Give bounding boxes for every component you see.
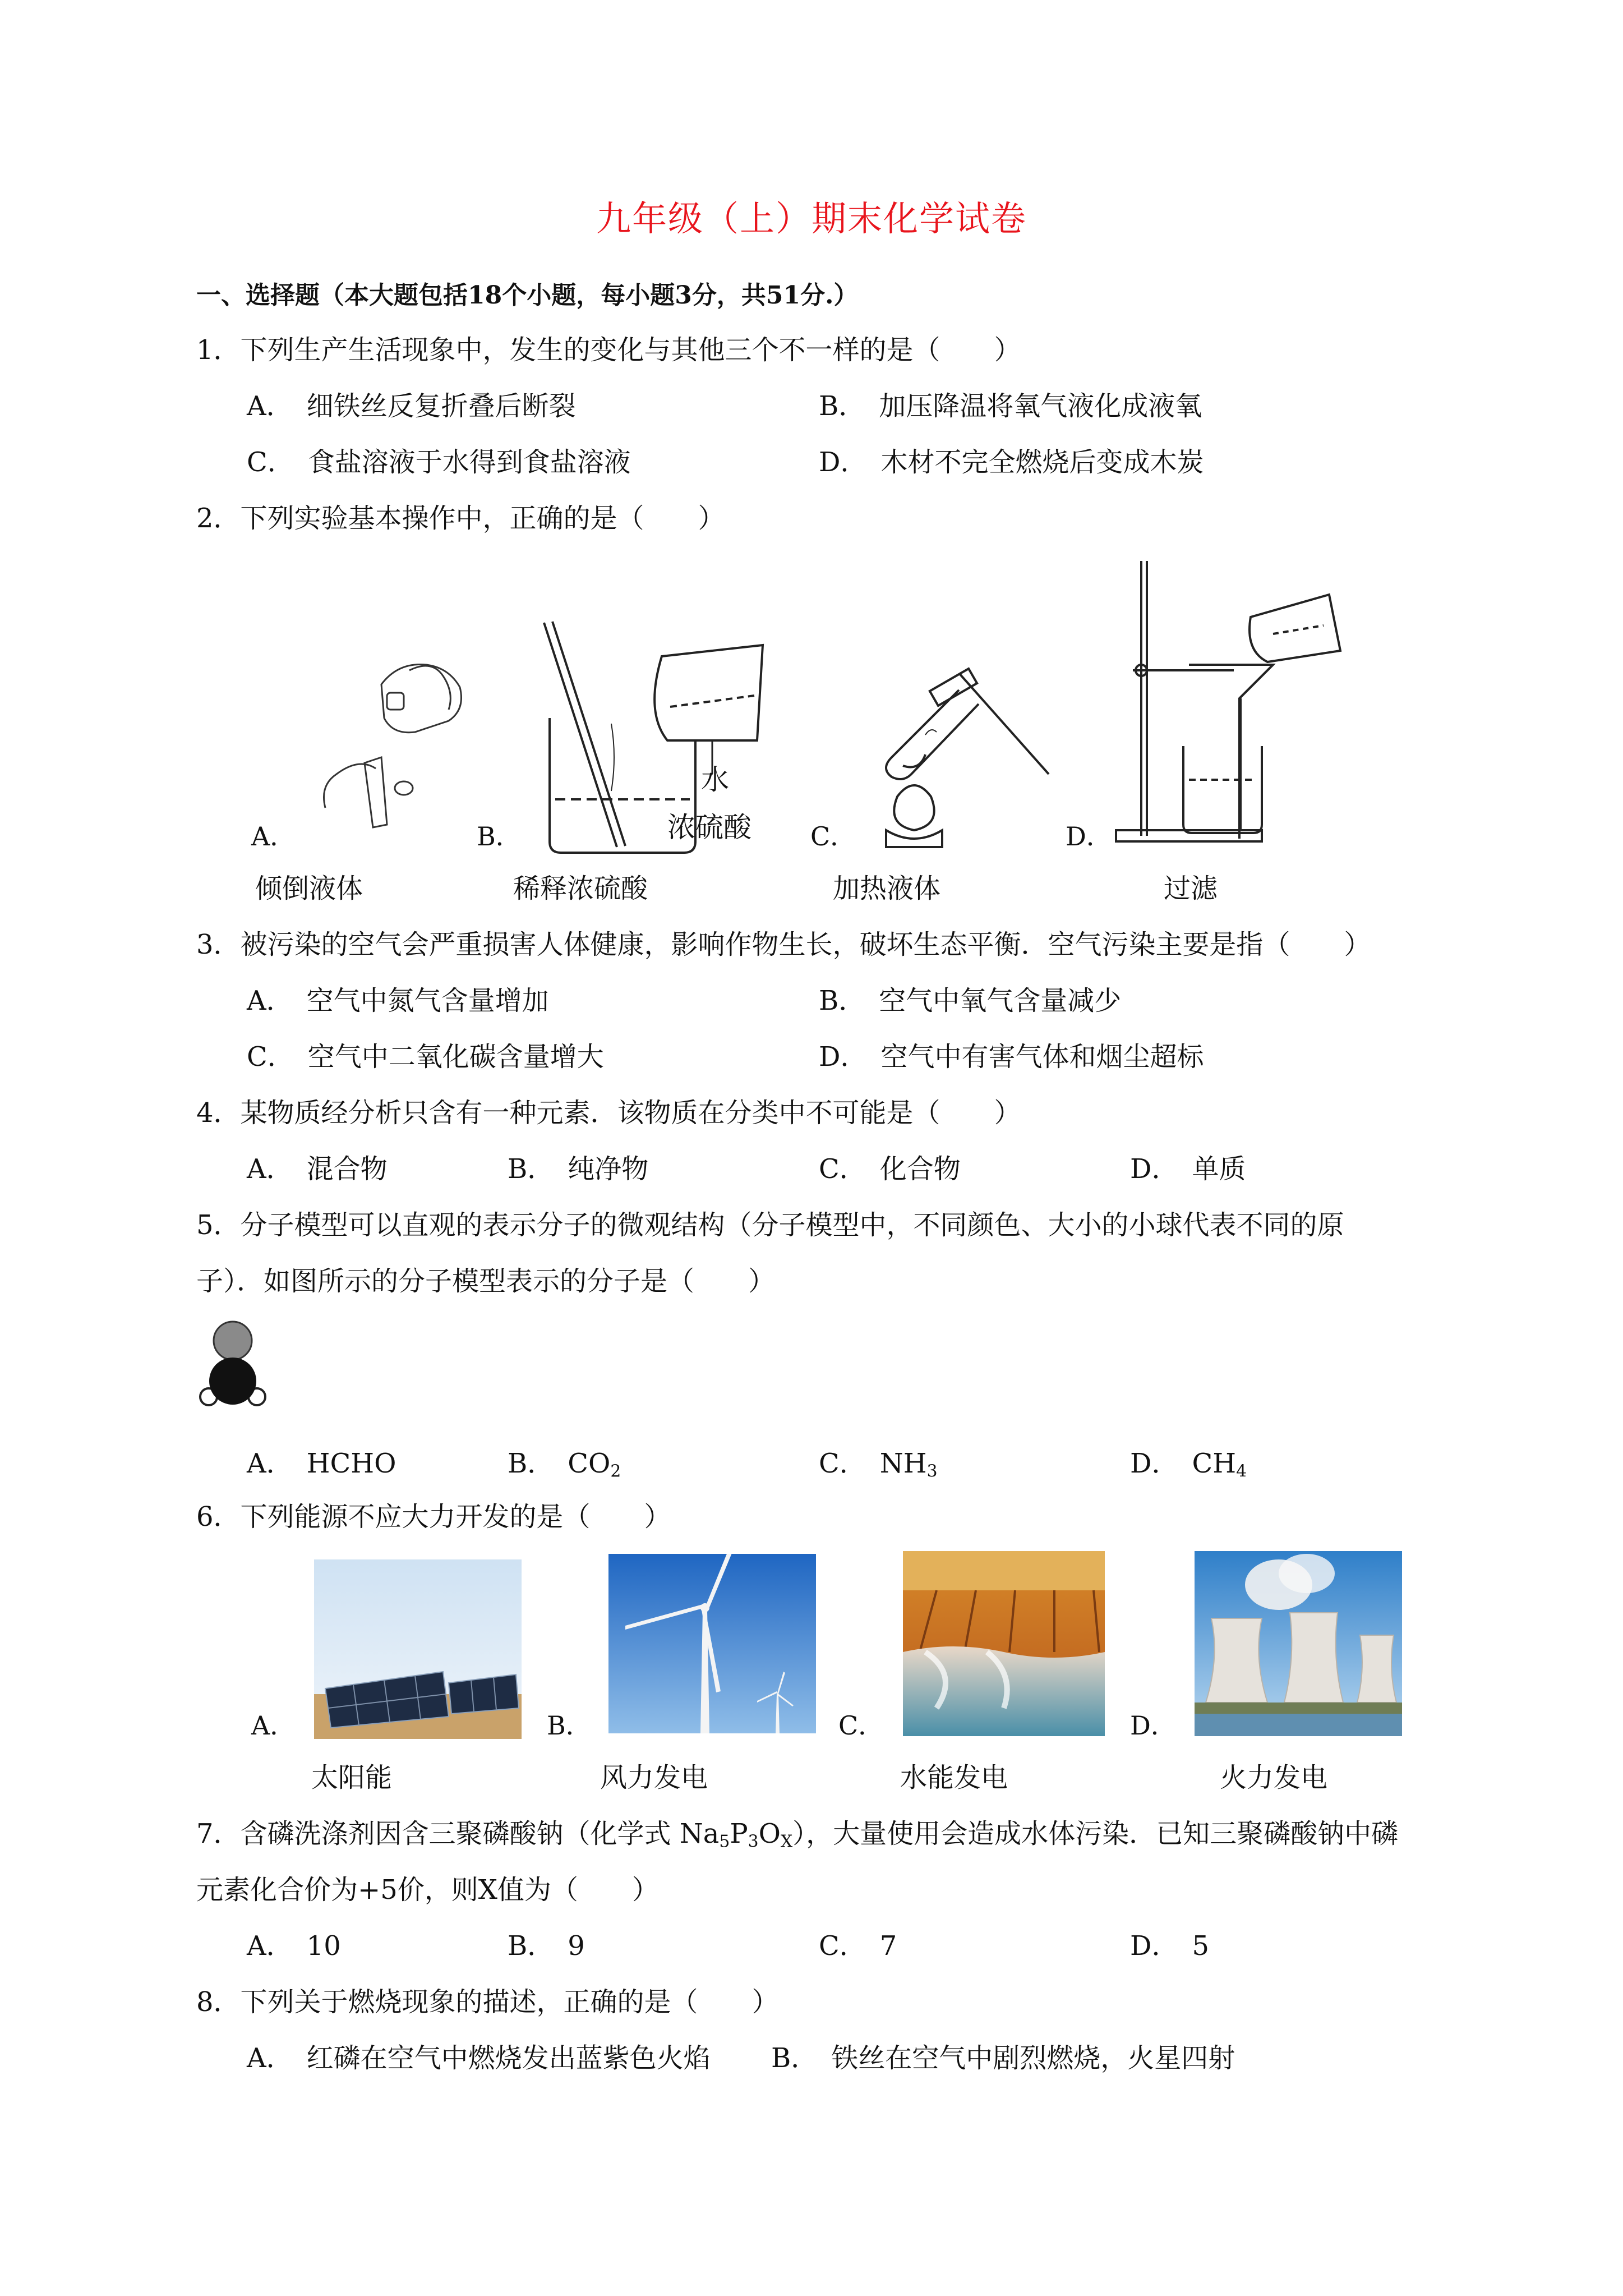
thermal-power-image [1195,1551,1402,1736]
question-8-stem: 8．下列关于燃烧现象的描述，正确的是（ ） [196,1986,779,2018]
question-2-stem: 2．下列实验基本操作中，正确的是（ ） [196,503,725,534]
question-5-option-b: B． $CO_2$ [508,1448,621,1481]
question-5-option-d: D． $CH_4$ [1130,1448,1247,1481]
question-5-stem-line-1: 5．分子模型可以直观的表示分子的微观结构（分子模型中，不同颜色、大小的小球代表不同的原 [196,1209,1344,1241]
question-7-option-c: C． 7 [819,1930,897,1962]
question-5-option-c: C． $NH_3$ [819,1448,938,1481]
hydropower-image [903,1551,1105,1736]
question-2-letter-b: B． [477,821,522,852]
solar-panel-image [314,1559,522,1739]
concentrated-acid-label: 浓硫酸 [667,811,751,844]
section-heading: 一、选择题（本大题包括18个小题，每小题3分，共51分.） [196,281,859,310]
question-7-option-a: A． 10 [247,1930,341,1962]
exam-title: 九年级（上）期末化学试卷 [596,198,1027,239]
question-3-option-d: D． 空气中有害气体和烟尘超标 [819,1041,1204,1073]
question-2-letter-c: C． [810,821,856,852]
question-5-option-a: A． HCHO [247,1448,396,1479]
question-5-stem-line-2: 子）．如图所示的分子模型表示的分子是（ ） [196,1266,776,1297]
question-3-option-a: A． 空气中氮气含量增加 [247,985,549,1016]
question-1-option-d: D． 木材不完全燃烧后变成木炭 [819,447,1204,478]
question-6-letter-c: C． [838,1710,884,1741]
question-8-option-b: B． 铁丝在空气中剧烈燃烧，火星四射 [771,2042,1235,2074]
question-3-option-c: C． 空气中二氧化碳含量增大 [247,1041,604,1073]
question-7-option-d: D． 5 [1130,1930,1210,1962]
question-6-caption-c: 水能发电 [900,1762,1008,1793]
question-6-letter-d: D． [1130,1710,1177,1741]
question-6-letter-b: B． [547,1710,592,1741]
question-1-stem: 1．下列生产生活现象中，发生的变化与其他三个不一样的是（ ） [196,334,1021,366]
question-2-caption-b: 稀释浓硫酸 [513,873,648,904]
question-2-caption-a: 倾倒液体 [255,873,363,904]
question-1-option-a: A． 细铁丝反复折叠后断裂 [247,390,576,422]
question-2-letter-d: D． [1066,821,1112,852]
wind-turbine-image [608,1554,816,1733]
question-8-option-a: A． 红磷在空气中燃烧发出蓝紫色火焰 [247,2042,711,2074]
question-6-caption-d: 火力发电 [1220,1762,1328,1793]
question-7-stem-line-2: 元素化合价为+5价，则X值为（ ） [196,1874,659,1906]
question-2-caption-c: 加热液体 [833,873,941,904]
question-6-caption-b: 风力发电 [600,1762,708,1793]
molecule-model-figure [196,1318,269,1414]
filtration-figure [1110,550,1357,853]
water-label: 水 [701,763,729,796]
question-4-option-a: A． 混合物 [247,1153,388,1185]
question-6-letter-a: A． [251,1710,296,1741]
question-1-option-b: B． 加压降温将氧气液化成液氧 [819,390,1202,422]
heating-liquid-figure [858,668,1066,853]
question-7-option-b: B． 9 [508,1930,585,1962]
question-6-stem: 6．下列能源不应大力开发的是（ ） [196,1501,671,1533]
question-4-option-b: B． 纯净物 [508,1153,649,1185]
pouring-liquid-figure [303,639,482,853]
question-3-stem: 3．被污染的空气会严重损害人体健康，影响作物生长，破坏生态平衡．空气污染主要是指（ ） [196,929,1371,960]
question-6-caption-a: 太阳能 [311,1762,393,1793]
question-4-option-c: C． 化合物 [819,1153,961,1185]
question-4-option-d: D． 单质 [1130,1153,1246,1185]
question-7-stem: 7．含磷洗涤剂因含三聚磷酸钠（化学式 $Na_5P_3O_X$），大量使用会造成水体污染．已知三聚磷酸钠中磷 [196,1818,1399,1852]
question-2-caption-d: 过滤 [1164,873,1218,904]
question-2-letter-a: A． [251,821,296,852]
question-1-option-c: C． 食盐溶液于水得到食盐溶液 [247,447,631,478]
question-4-stem: 4．某物质经分析只含有一种元素．该物质在分类中不可能是（ ） [196,1097,1021,1129]
question-3-option-b: B． 空气中氧气含量减少 [819,985,1122,1016]
